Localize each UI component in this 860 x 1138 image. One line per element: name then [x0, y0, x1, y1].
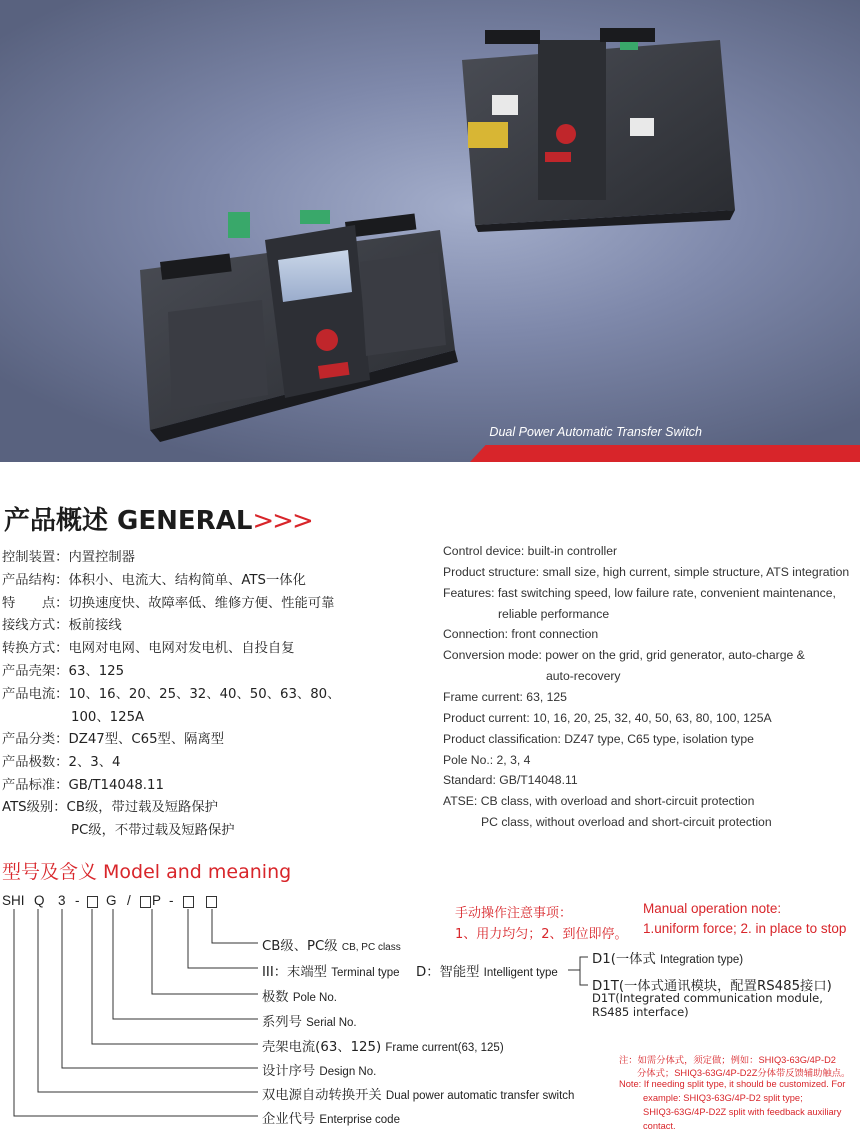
overview-cn-row: 特 点：切换速度快、故障率低、维修方便、性能可靠 [2, 596, 335, 611]
label-design-no: 设计序号 Design No. [262, 1064, 377, 1079]
code-dash: - [169, 893, 174, 908]
overview-en-row: Pole No.: 2, 3, 4 [443, 753, 531, 767]
overview-cn-row: 产品结构：体积小、电流大、结构简单、ATS一体化 [2, 573, 306, 588]
overview-en-row: Connection: front connection [443, 627, 599, 641]
overview-en-row: Product current: 10, 16, 20, 25, 32, 40, 50, 63, 80, 100, 125A [443, 711, 772, 725]
overview-cn-row: 产品电流：10、16、20、25、32、40、50、63、80、 [2, 687, 341, 702]
overview-en-row: Control device: built-in controller [443, 544, 618, 558]
label-d1t-en-2: RS485 interface) [592, 1005, 689, 1019]
label-intelligent-type: D：智能型 Intelligent type [416, 965, 558, 980]
general-heading-text: 产品概述 GENERAL [4, 506, 253, 536]
chevron-right-icon: >>> [252, 506, 312, 536]
overview-cn-row: 产品极数：2、3、4 [2, 755, 121, 770]
manual-note-cn-body: 1、用力均匀；2、到位即停。 [455, 927, 628, 942]
overview-cn-row: PC级，不带过载及短路保护 [71, 823, 235, 838]
code-slash: / [127, 893, 131, 908]
overview-en-row: ATSE: CB class, with overload and short-circuit protection [443, 794, 755, 808]
label-enterprise-code: 企业代号 Enterprise code [262, 1112, 400, 1127]
overview-en-row: Standard: GB/T14048.11 [443, 773, 578, 787]
footnote-line: Note: If needing split type, it should be customized. For [619, 1079, 846, 1089]
bracket-line [113, 909, 258, 1019]
bracket-line [92, 909, 258, 1044]
bracket-line [38, 909, 258, 1092]
label-dual-power-switch: 双电源自动转换开关 Dual power automatic transfer switch [262, 1088, 575, 1103]
bracket-line [580, 957, 588, 985]
overview-en-row: Features: fast switching speed, low failure rate, convenient maintenance, [443, 586, 836, 600]
label-terminal-type: III：末端型 Terminal type [262, 965, 400, 980]
manual-note-en-body: 1.uniform force; 2. in place to stop [643, 921, 847, 936]
bracket-line [14, 909, 258, 1116]
label-d1-integration: D1(一体式 Integration type) [592, 952, 744, 967]
label-d1t-en-1: D1T(Integrated communication module, [592, 991, 823, 1005]
overview-cn-row: 转换方式：电网对电网、电网对发电机、自投自复 [2, 641, 295, 656]
overview-cn-row: ATS级别：CB级，带过载及短路保护 [2, 800, 218, 815]
label-d1t-cn: D1T(一体式通讯模块，配置RS485接口) [592, 979, 832, 994]
manual-note-en-title: Manual operation note: [643, 901, 782, 916]
code-g: G [106, 893, 117, 908]
overview-cn-row: 100、125A [71, 710, 145, 725]
footnote-line: contact. [643, 1121, 676, 1131]
overview-cn-row: 产品分类：DZ47型、C65型、隔离型 [2, 732, 225, 747]
bracket-line [212, 909, 258, 943]
bracket-line [188, 909, 258, 968]
footnote-line: 注：如需分体式，须定做；例如：SHIQ3-63G/4P-D2 [619, 1055, 836, 1065]
code-design: 3 [58, 893, 66, 908]
code-p: P [152, 893, 162, 908]
label-pole-no: 极数 Pole No. [262, 990, 337, 1005]
footnote-line: SHIQ3-63G/4P-D2Z split with feedback auxiliary [643, 1107, 842, 1117]
label-cb-pc-class: CB级、PC级 CB, PC class [262, 939, 401, 954]
overview-en-row: PC class, without overload and short-circuit protection [481, 815, 772, 829]
footnote-line: example: SHIQ3-63G/4P-D2 split type; [643, 1093, 803, 1103]
manual-note-cn-title: 手动操作注意事项： [455, 906, 573, 921]
footnote-line: 分体式；SHIQ3-63G/4P-D2Z分体带反馈辅助触点。 [637, 1068, 851, 1078]
code-enterprise: SHI [2, 893, 25, 908]
overview-en-row: Conversion mode: power on the grid, grid generator, auto-charge & [443, 648, 805, 662]
label-frame-current: 壳架电流(63、125) Frame current(63, 125) [262, 1040, 504, 1055]
overview-cn-row: 接线方式：板前接线 [2, 618, 122, 633]
overview-cn-row: 控制装置：内置控制器 [2, 550, 135, 565]
code-dash: - [75, 893, 80, 908]
overview-en-row: reliable performance [498, 607, 610, 621]
hero-caption: Dual Power Automatic Transfer Switch [489, 425, 702, 439]
code-q: Q [34, 893, 45, 908]
label-serial-no: 系列号 Serial No. [262, 1015, 357, 1030]
overview-en-row: auto-recovery [546, 669, 621, 683]
overview-cn-row: 产品壳架：63、125 [2, 664, 125, 679]
overview-en-row: Product classification: DZ47 type, C65 type, isolation type [443, 732, 754, 746]
overview-en-row: Product structure: small size, high current, simple structure, ATS integration [443, 565, 850, 579]
model-meaning-heading: 型号及含义 Model and meaning [2, 861, 292, 883]
overview-en-row: Frame current: 63, 125 [443, 690, 567, 704]
overview-cn-row: 产品标准：GB/T14048.11 [2, 778, 164, 793]
bracket-line [152, 909, 258, 994]
